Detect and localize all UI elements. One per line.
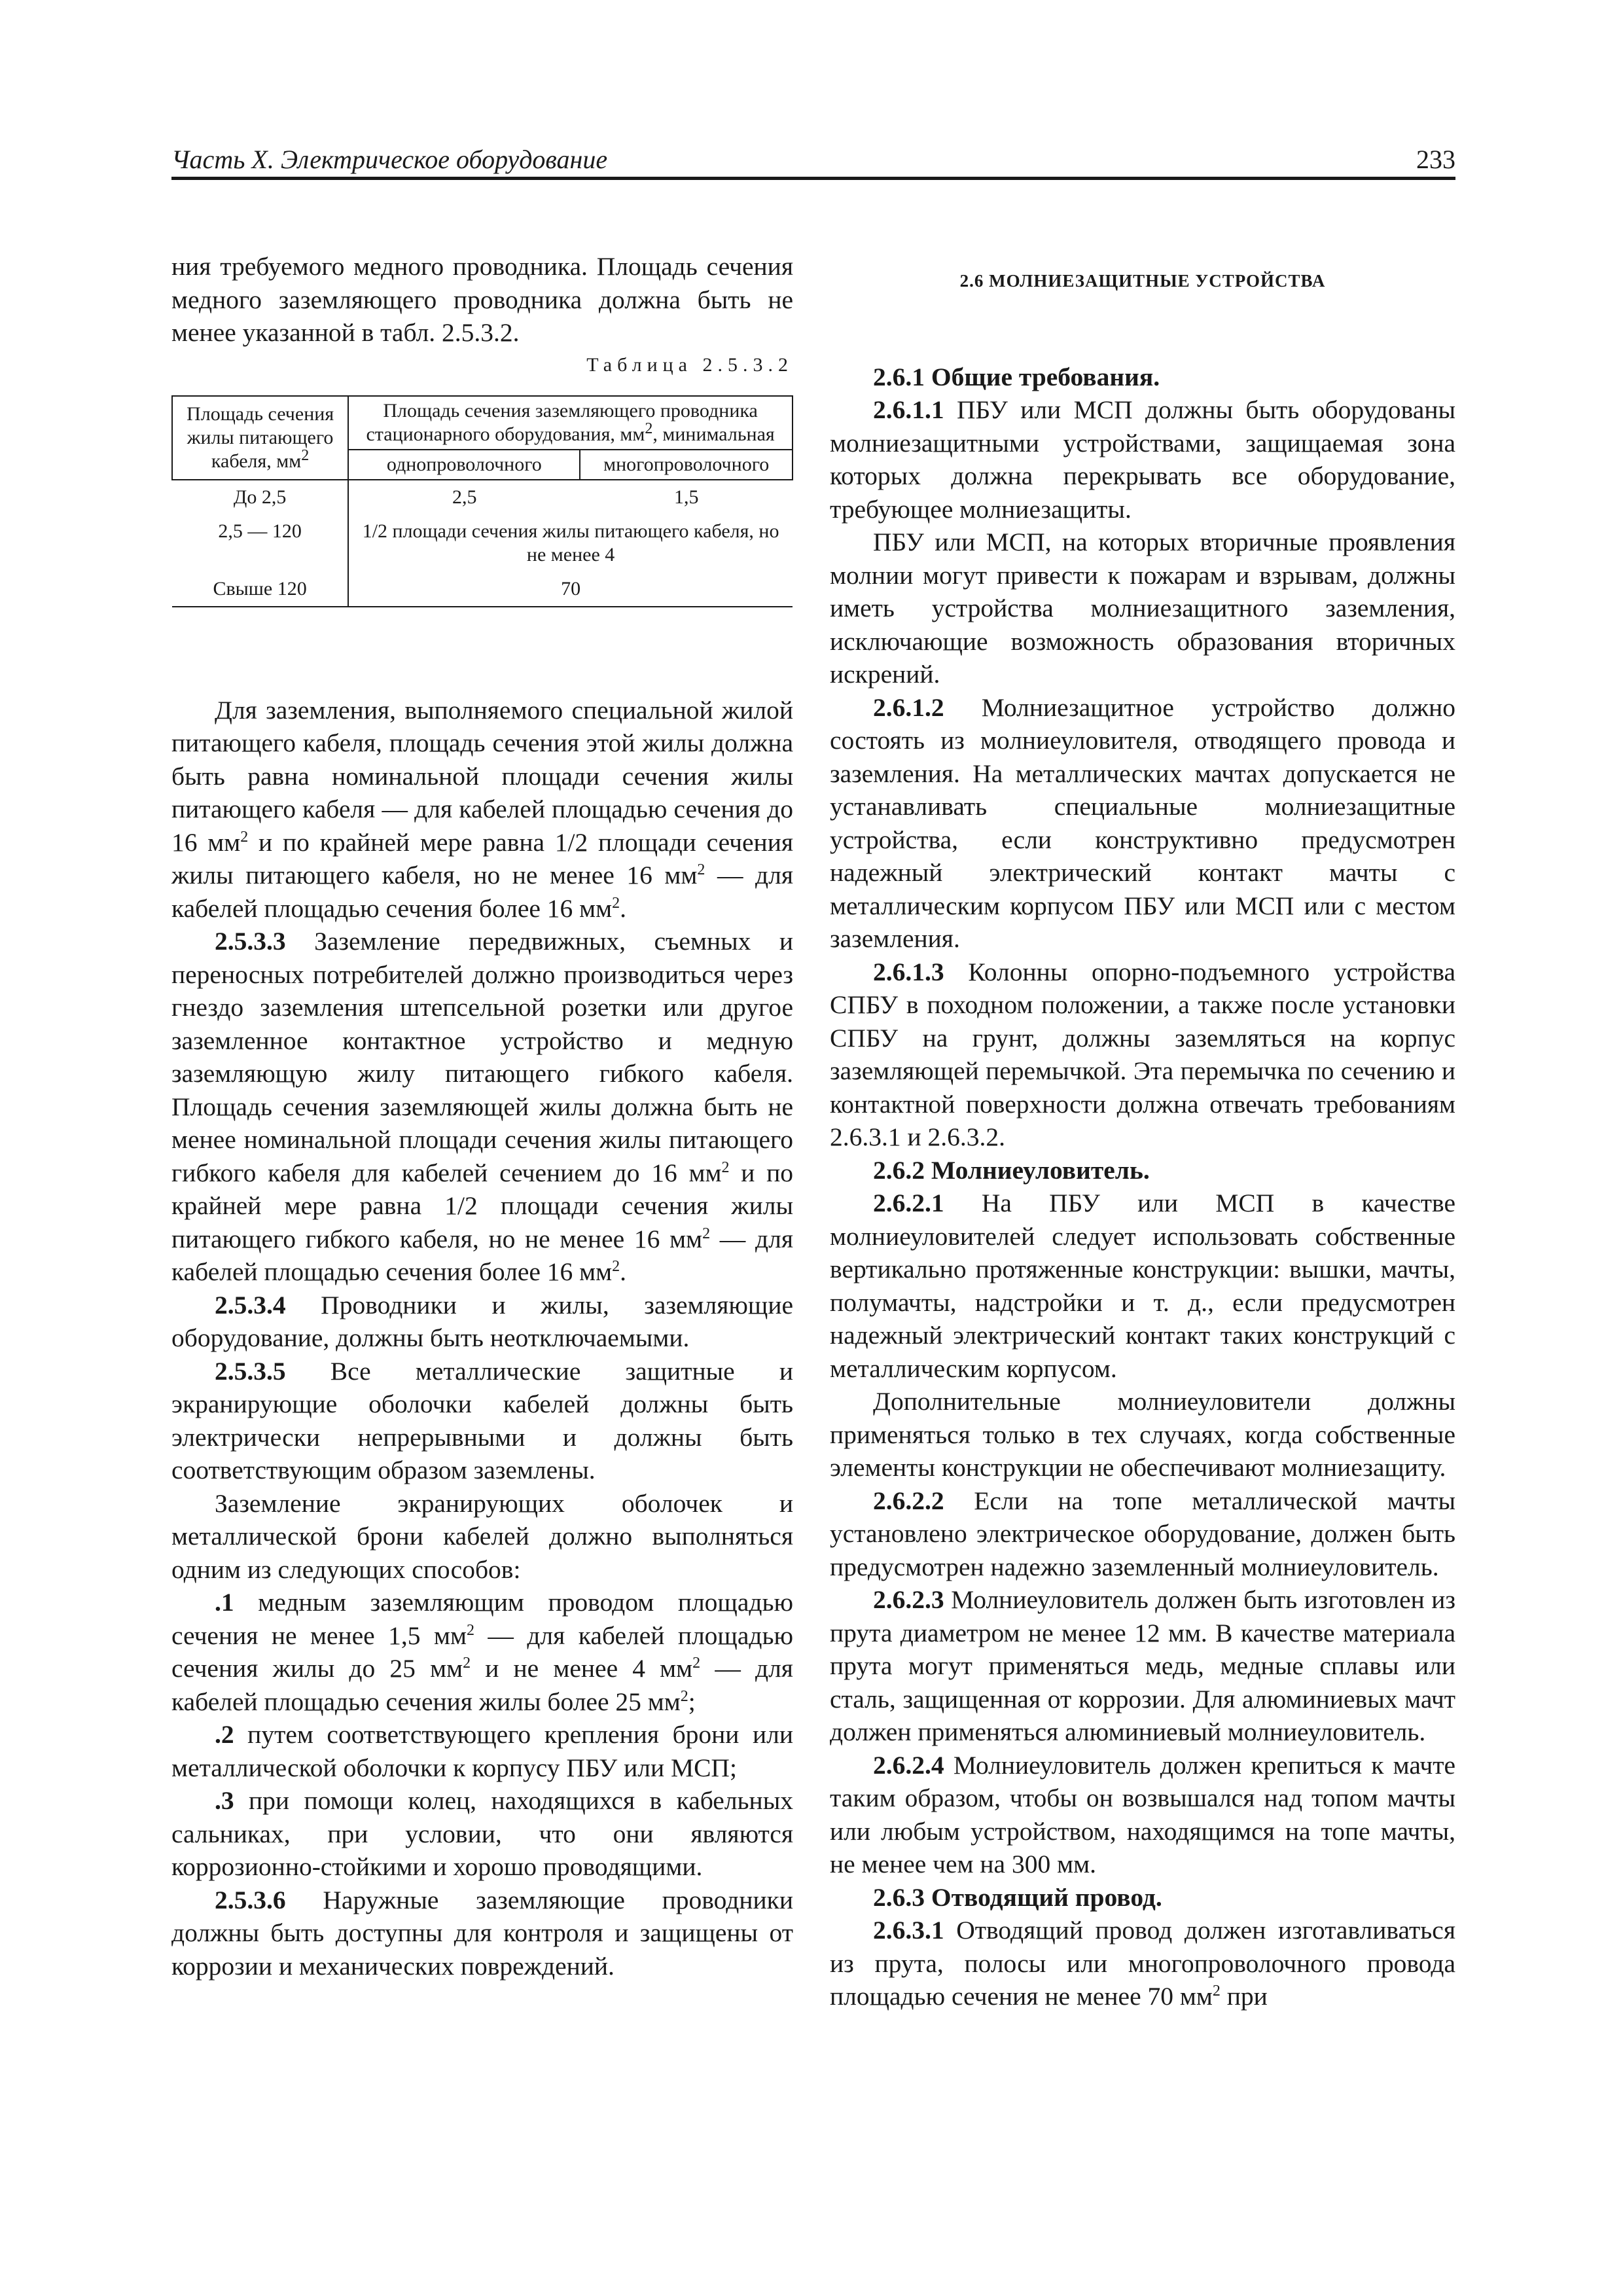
list-item-3: .3 при помощи колец, находящихся в кабельных сальниках, при условии, что они являются коррозионно-стойкими и хорошо проводящими.: [171, 1786, 793, 1881]
table-cell-range: До 2,5: [233, 486, 287, 508]
paragraph-2-6-1-3: 2.6.1.3 Колонны опорно-подъемного устройства СПБУ в походном положении, а также после установки СПБУ на грунт, должны заземляться на корпус заземляющей перемычкой. Эта перемычка по сечению и контактной поверхности должна отвечать требованиям 2.6.3.1 и 2.6.3.2.: [830, 957, 1455, 1151]
table-cell-range: 2,5 — 120: [218, 520, 302, 542]
table-header-cable: Площадь сечения жилы питающего кабеля, $мм^2$: [172, 396, 348, 480]
table-subheader-multi: многопроволочного: [580, 450, 793, 480]
paragraph-2-6-2-3: 2.6.2.3 Молниеуловитель должен быть изготовлен из прута диаметром не менее 12 мм. В качестве материала прута могут применяться медь, медные сплавы или сталь, защищенная от коррозии. Для алюминиевых мачт должен применяться алюминиевый молниеуловитель.: [830, 1585, 1455, 1746]
table-row: [172, 480, 793, 514]
running-header: [171, 140, 1455, 181]
paragraph-2-6-2-2: 2.6.2.2 Если на топе металлической мачты установлено электрическое оборудование, должен быть предусмотрен надежно заземленный молниеуловитель.: [830, 1486, 1455, 1581]
table-row: [172, 514, 793, 572]
table-cell-multi: 1,5: [673, 486, 699, 508]
list-item-2: .2 путем соответствующего крепления брони или металлической оболочки к корпусу ПБУ или МСП;: [171, 1720, 793, 1782]
paragraph-methods: Заземление экранирующих оболочек и металлической брони кабелей должно выполняться одним из следующих способов:: [171, 1488, 793, 1584]
section-title: 2.6 МОЛНИЕЗАЩИТНЫЕ УСТРОЙСТВА: [959, 271, 1326, 291]
table-header-conductor: Площадь сечения заземляющего проводника стационарного оборудования, $мм^2$, минимальная: [348, 396, 793, 450]
paragraph-2-6-2-1: 2.6.2.1 На ПБУ или МСП в качестве молниеуловителей следует использовать собственные вертикально протяженные конструкции: вышки, мачты, полумачты, надстройки и т. д., если предусмотрен надежный электрический контакт таких конструкций с металлическим корпусом.: [830, 1189, 1455, 1383]
heading-2-6-1: 2.6.1 Общие требования.: [873, 362, 1160, 391]
table-caption: Таблица 2.5.3.2: [586, 353, 793, 376]
paragraph-2-5-3-3: 2.5.3.3 Заземление передвижных, съемных и переносных потребителей должно производиться через гнездо заземления штепсельной розетки или другое заземленное контактное устройство и медную заземляющую жилу питающего гибкого кабеля. Площадь сечения заземляющей жилы должна быть не менее номинальной площади сечения жилы питающего гибкого кабеля для кабелей сечением до 16 $мм^2$ и по крайней мере равна 1/2 площади сечения жилы питающего гибкого кабеля, но не менее 16 $мм^2$ — для кабелей площадью сечения более 16 $мм^2$.: [171, 927, 793, 1286]
paragraph-2-6-1-1: 2.6.1.1 ПБУ или МСП должны быть оборудованы молниезащитными устройствами, защищаемая зона которых должна перекрывать все оборудование, требующее молниезащиты.: [830, 395, 1455, 524]
header-rule: [171, 177, 1455, 180]
table-spacer: [171, 607, 793, 694]
table-cell-single: 2,5: [348, 480, 580, 514]
page-number: 233: [1416, 145, 1455, 174]
paragraph-2-6-1-2: 2.6.1.2 Молниезащитное устройство должно состоять из молниеуловителя, отводящего провода и заземления. На металлических мачтах допускается не устанавливать специальные молниезащитные устройства, если конструктивно предусмотрен надежный электрический контакт мачты с металлическим корпусом ПБУ или МСП или с местом заземления.: [830, 692, 1455, 953]
paragraph-2-5-3-6: 2.5.3.6 Наружные заземляющие проводники должны быть доступны для контроля и защищены от коррозии и механических повреждений.: [171, 1885, 793, 1981]
grounding-table: [171, 395, 793, 607]
paragraph-2-5-3-5: 2.5.3.5 Все металлические защитные и экранирующие оболочки кабелей должны быть электрически непрерывными и должны быть соответствующим образом заземлены.: [171, 1356, 793, 1484]
heading-2-6-2: 2.6.2 Молниеуловитель.: [873, 1155, 1150, 1185]
paragraph-2-6-2-4: 2.6.2.4 Молниеуловитель должен крепиться к мачте таким образом, чтобы он возвышался над топом мачты или любым устройством, находящимся на топе мачты, не менее чем на 300 мм.: [830, 1750, 1455, 1878]
paragraph-secondary-lightning: ПБУ или МСП, на которых вторичные проявления молнии могут привести к пожарам и взрывам, должны иметь устройства молниезащитного заземления, исключающие возможность образования вторичных искрений.: [830, 528, 1455, 689]
table-subheader-single: однопроволочного: [348, 450, 580, 480]
table-cell-range: Свыше 120: [172, 572, 348, 607]
paragraph-additional-rods: Дополнительные молниеуловители должны применяться только в тех случаях, когда собственные элементы конструкции не обеспечивают молниезащиту.: [830, 1387, 1455, 1482]
table-cell-merged: 70: [348, 572, 793, 607]
paragraph-2-6-3-1: 2.6.3.1 Отводящий провод должен изготавливаться из прута, полосы или многопроволочного провода площадью сечения не менее 70 $мм^2$ при: [830, 1916, 1455, 2011]
paragraph-grounding-core: Для заземления, выполняемого специальной жилой питающего кабеля, площадь сечения этой жилы должна быть равна номинальной площади сечения жилы питающего кабеля — для кабелей площадью сечения до 16 $мм^2$ и по крайней мере равна 1/2 площади сечения жилы питающего кабеля, но не менее 16 $мм^2$ — для кабелей площадью сечения более 16 $мм^2$.: [171, 695, 794, 923]
running-title: Часть X. Электрическое оборудование: [171, 145, 608, 174]
heading-2-6-3: 2.6.3 Отводящий провод.: [873, 1882, 1162, 1912]
table-cell-merged: 1/2 площади сечения жилы питающего кабеля, но не менее 4: [348, 514, 793, 572]
left-column: [171, 250, 793, 1982]
intro-paragraph: ния требуемого медного проводника. Площадь сечения медного заземляющего проводника должна быть не менее указанной в табл. 2.5.3.2.: [171, 252, 793, 347]
list-item-1: .1 медным заземляющим проводом площадью сечения не менее 1,5 $мм^2$ — для кабелей площадью сечения жилы до 25 $мм^2$ и не менее 4 $мм^2$ — для кабелей площадью сечения жилы более 25 $мм^2$;: [171, 1588, 793, 1716]
paragraph-2-5-3-4: 2.5.3.4 Проводники и жилы, заземляющие оборудование, должны быть неотключаемыми.: [171, 1290, 793, 1352]
right-column: [830, 250, 1455, 2013]
table-row: [172, 572, 793, 607]
